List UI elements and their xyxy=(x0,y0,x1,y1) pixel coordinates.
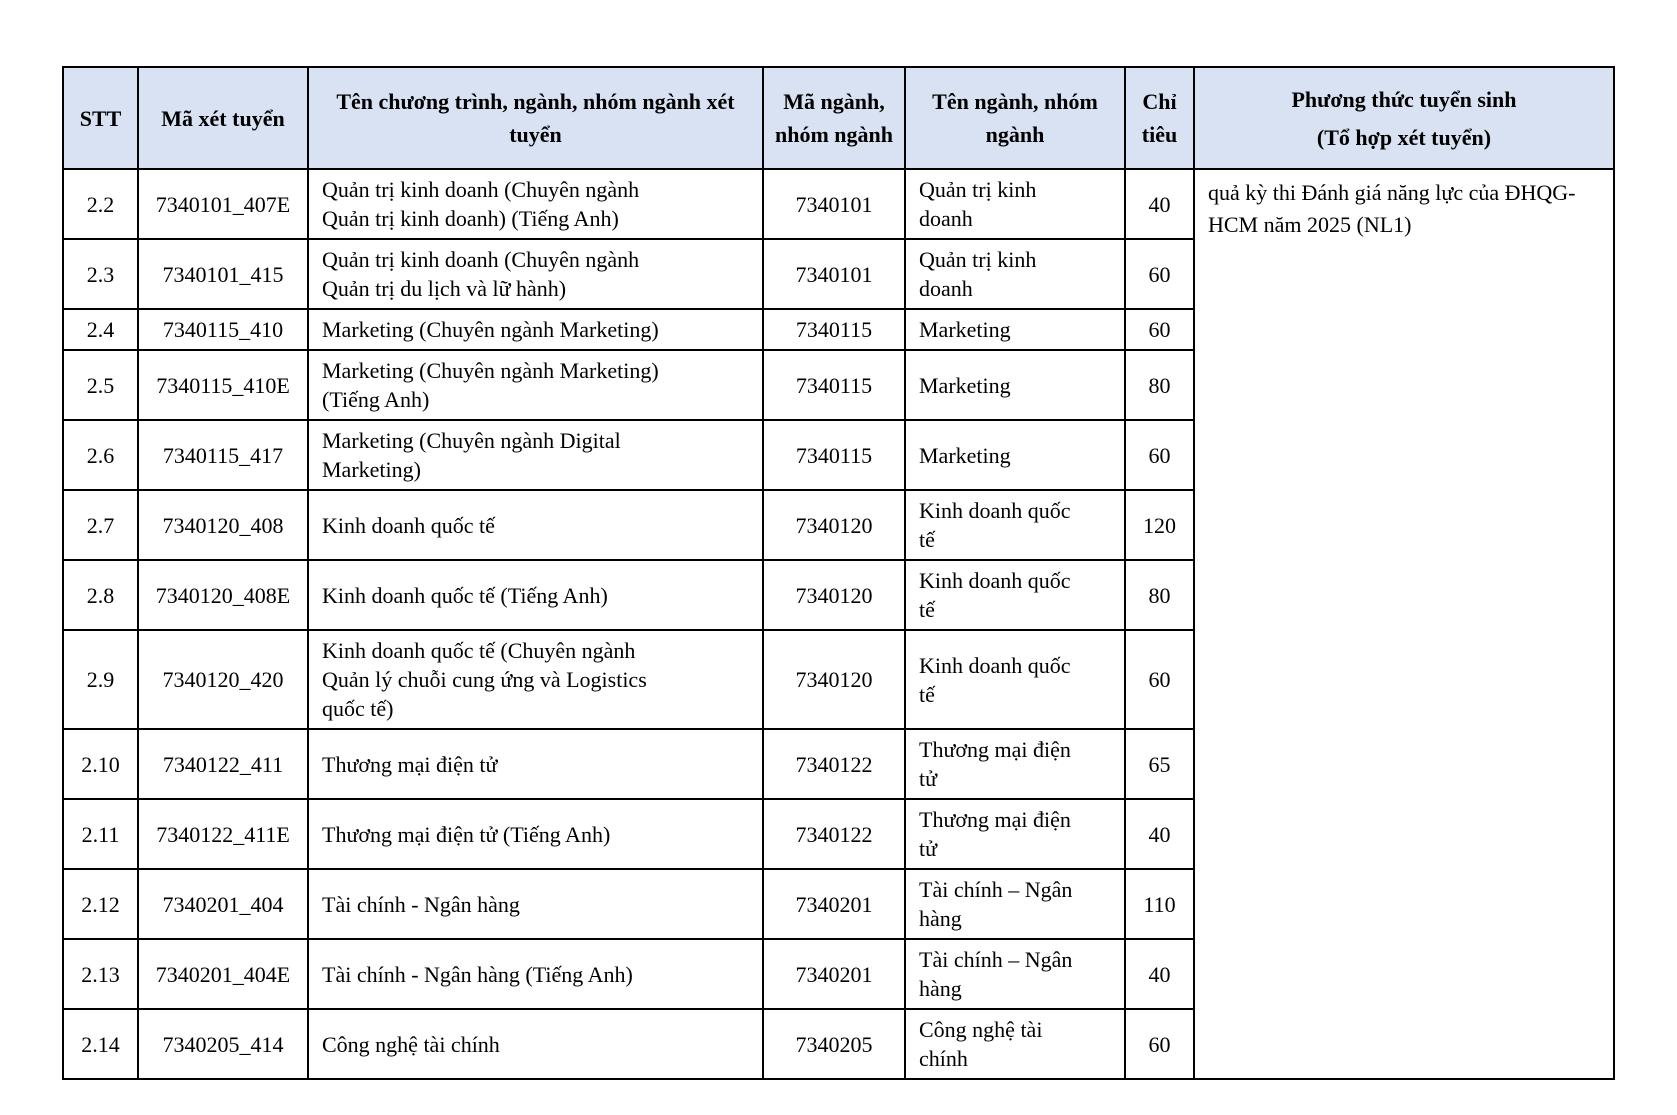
cell-major-code: 7340101 xyxy=(763,169,905,239)
table-header-row xyxy=(63,67,1614,169)
cell-program-name: Kinh doanh quốc tế (Chuyên ngành Quản lý chuỗi cung ứng và Logistics quốc tế) xyxy=(308,630,763,729)
cell-program-name: Marketing (Chuyên ngành Digital Marketing) xyxy=(308,420,763,490)
cell-major-name: Marketing xyxy=(905,309,1125,350)
cell-quota: 60 xyxy=(1125,1009,1194,1079)
col-header-program-name: Tên chương trình, ngành, nhóm ngành xét tuyển xyxy=(308,67,763,169)
cell-quota: 65 xyxy=(1125,729,1194,799)
cell-quota: 60 xyxy=(1125,420,1194,490)
admissions-table xyxy=(62,66,1615,1080)
cell-major-name: Quản trị kinh doanh xyxy=(905,239,1125,309)
cell-major-code: 7340101 xyxy=(763,239,905,309)
cell-major-code: 7340115 xyxy=(763,420,905,490)
cell-admission-code: 7340205_414 xyxy=(138,1009,308,1079)
cell-program-name: Quản trị kinh doanh (Chuyên ngành Quản trị du lịch và lữ hành) xyxy=(308,239,763,309)
cell-quota: 120 xyxy=(1125,490,1194,560)
cell-program-name: Marketing (Chuyên ngành Marketing) xyxy=(308,309,763,350)
col-header-admission-code: Mã xét tuyển xyxy=(138,67,308,169)
cell-quota: 40 xyxy=(1125,799,1194,869)
col-header-major-name: Tên ngành, nhóm ngành xyxy=(905,67,1125,169)
cell-admission-code: 7340120_408E xyxy=(138,560,308,630)
cell-quota: 80 xyxy=(1125,350,1194,420)
cell-admission-code: 7340101_407E xyxy=(138,169,308,239)
cell-quota: 60 xyxy=(1125,630,1194,729)
admission-method-header-line1: Phương thức tuyển sinh xyxy=(1291,86,1517,112)
cell-major-name: Thương mại điện tử xyxy=(905,729,1125,799)
cell-stt: 2.6 xyxy=(63,420,138,490)
cell-stt: 2.8 xyxy=(63,560,138,630)
cell-major-code: 7340115 xyxy=(763,309,905,350)
cell-quota: 110 xyxy=(1125,869,1194,939)
cell-major-code: 7340201 xyxy=(763,869,905,939)
cell-program-name: Công nghệ tài chính xyxy=(308,1009,763,1079)
cell-admission-code: 7340115_410E xyxy=(138,350,308,420)
cell-stt: 2.11 xyxy=(63,799,138,869)
cell-major-name: Marketing xyxy=(905,420,1125,490)
cell-program-name: Tài chính - Ngân hàng (Tiếng Anh) xyxy=(308,939,763,1009)
col-header-quota: Chỉ tiêu xyxy=(1125,67,1194,169)
cell-admission-code: 7340122_411E xyxy=(138,799,308,869)
cell-program-name: Thương mại điện tử xyxy=(308,729,763,799)
cell-major-name: Kinh doanh quốc tế xyxy=(905,490,1125,560)
cell-major-name: Kinh doanh quốc tế xyxy=(905,630,1125,729)
cell-major-code: 7340120 xyxy=(763,560,905,630)
cell-stt: 2.13 xyxy=(63,939,138,1009)
col-header-stt: STT xyxy=(63,67,138,169)
cell-major-name: Kinh doanh quốc tế xyxy=(905,560,1125,630)
cell-admission-code: 7340115_417 xyxy=(138,420,308,490)
cell-major-code: 7340205 xyxy=(763,1009,905,1079)
cell-major-code: 7340122 xyxy=(763,799,905,869)
cell-stt: 2.7 xyxy=(63,490,138,560)
cell-quota: 40 xyxy=(1125,939,1194,1009)
cell-quota: 60 xyxy=(1125,309,1194,350)
cell-program-name: Marketing (Chuyên ngành Marketing) (Tiếng Anh) xyxy=(308,350,763,420)
cell-stt: 2.14 xyxy=(63,1009,138,1079)
cell-quota: 60 xyxy=(1125,239,1194,309)
col-header-admission-method xyxy=(1194,67,1614,169)
cell-major-name: Tài chính – Ngân hàng xyxy=(905,869,1125,939)
cell-program-name: Kinh doanh quốc tế xyxy=(308,490,763,560)
cell-admission-code: 7340201_404E xyxy=(138,939,308,1009)
cell-program-name: Quản trị kinh doanh (Chuyên ngành Quản trị kinh doanh) (Tiếng Anh) xyxy=(308,169,763,239)
cell-major-code: 7340122 xyxy=(763,729,905,799)
cell-major-name: Quản trị kinh doanh xyxy=(905,169,1125,239)
cell-program-name: Thương mại điện tử (Tiếng Anh) xyxy=(308,799,763,869)
cell-admission-code: 7340120_408 xyxy=(138,490,308,560)
cell-quota: 80 xyxy=(1125,560,1194,630)
cell-major-name: Tài chính – Ngân hàng xyxy=(905,939,1125,1009)
cell-stt: 2.9 xyxy=(63,630,138,729)
cell-stt: 2.3 xyxy=(63,239,138,309)
table-row xyxy=(63,169,1614,239)
cell-quota: 40 xyxy=(1125,169,1194,239)
cell-major-name: Thương mại điện tử xyxy=(905,799,1125,869)
admission-method-header-line2: (Tổ hợp xét tuyển) xyxy=(1316,124,1492,150)
cell-major-name: Công nghệ tài chính xyxy=(905,1009,1125,1079)
cell-admission-code: 7340122_411 xyxy=(138,729,308,799)
cell-stt: 2.5 xyxy=(63,350,138,420)
cell-stt: 2.4 xyxy=(63,309,138,350)
cell-admission-method-merged: quả kỳ thi Đánh giá năng lực của ĐHQG-HCM năm 2025 (NL1) xyxy=(1194,169,1614,1079)
cell-stt: 2.10 xyxy=(63,729,138,799)
cell-admission-code: 7340101_415 xyxy=(138,239,308,309)
cell-stt: 2.12 xyxy=(63,869,138,939)
cell-major-code: 7340120 xyxy=(763,490,905,560)
cell-stt: 2.2 xyxy=(63,169,138,239)
cell-admission-code: 7340120_420 xyxy=(138,630,308,729)
cell-major-code: 7340201 xyxy=(763,939,905,1009)
cell-major-code: 7340115 xyxy=(763,350,905,420)
table-body xyxy=(63,169,1614,1079)
cell-major-name: Marketing xyxy=(905,350,1125,420)
col-header-major-code: Mã ngành, nhóm ngành xyxy=(763,67,905,169)
cell-major-code: 7340120 xyxy=(763,630,905,729)
cell-admission-code: 7340201_404 xyxy=(138,869,308,939)
cell-program-name: Tài chính - Ngân hàng xyxy=(308,869,763,939)
cell-program-name: Kinh doanh quốc tế (Tiếng Anh) xyxy=(308,560,763,630)
cell-admission-code: 7340115_410 xyxy=(138,309,308,350)
